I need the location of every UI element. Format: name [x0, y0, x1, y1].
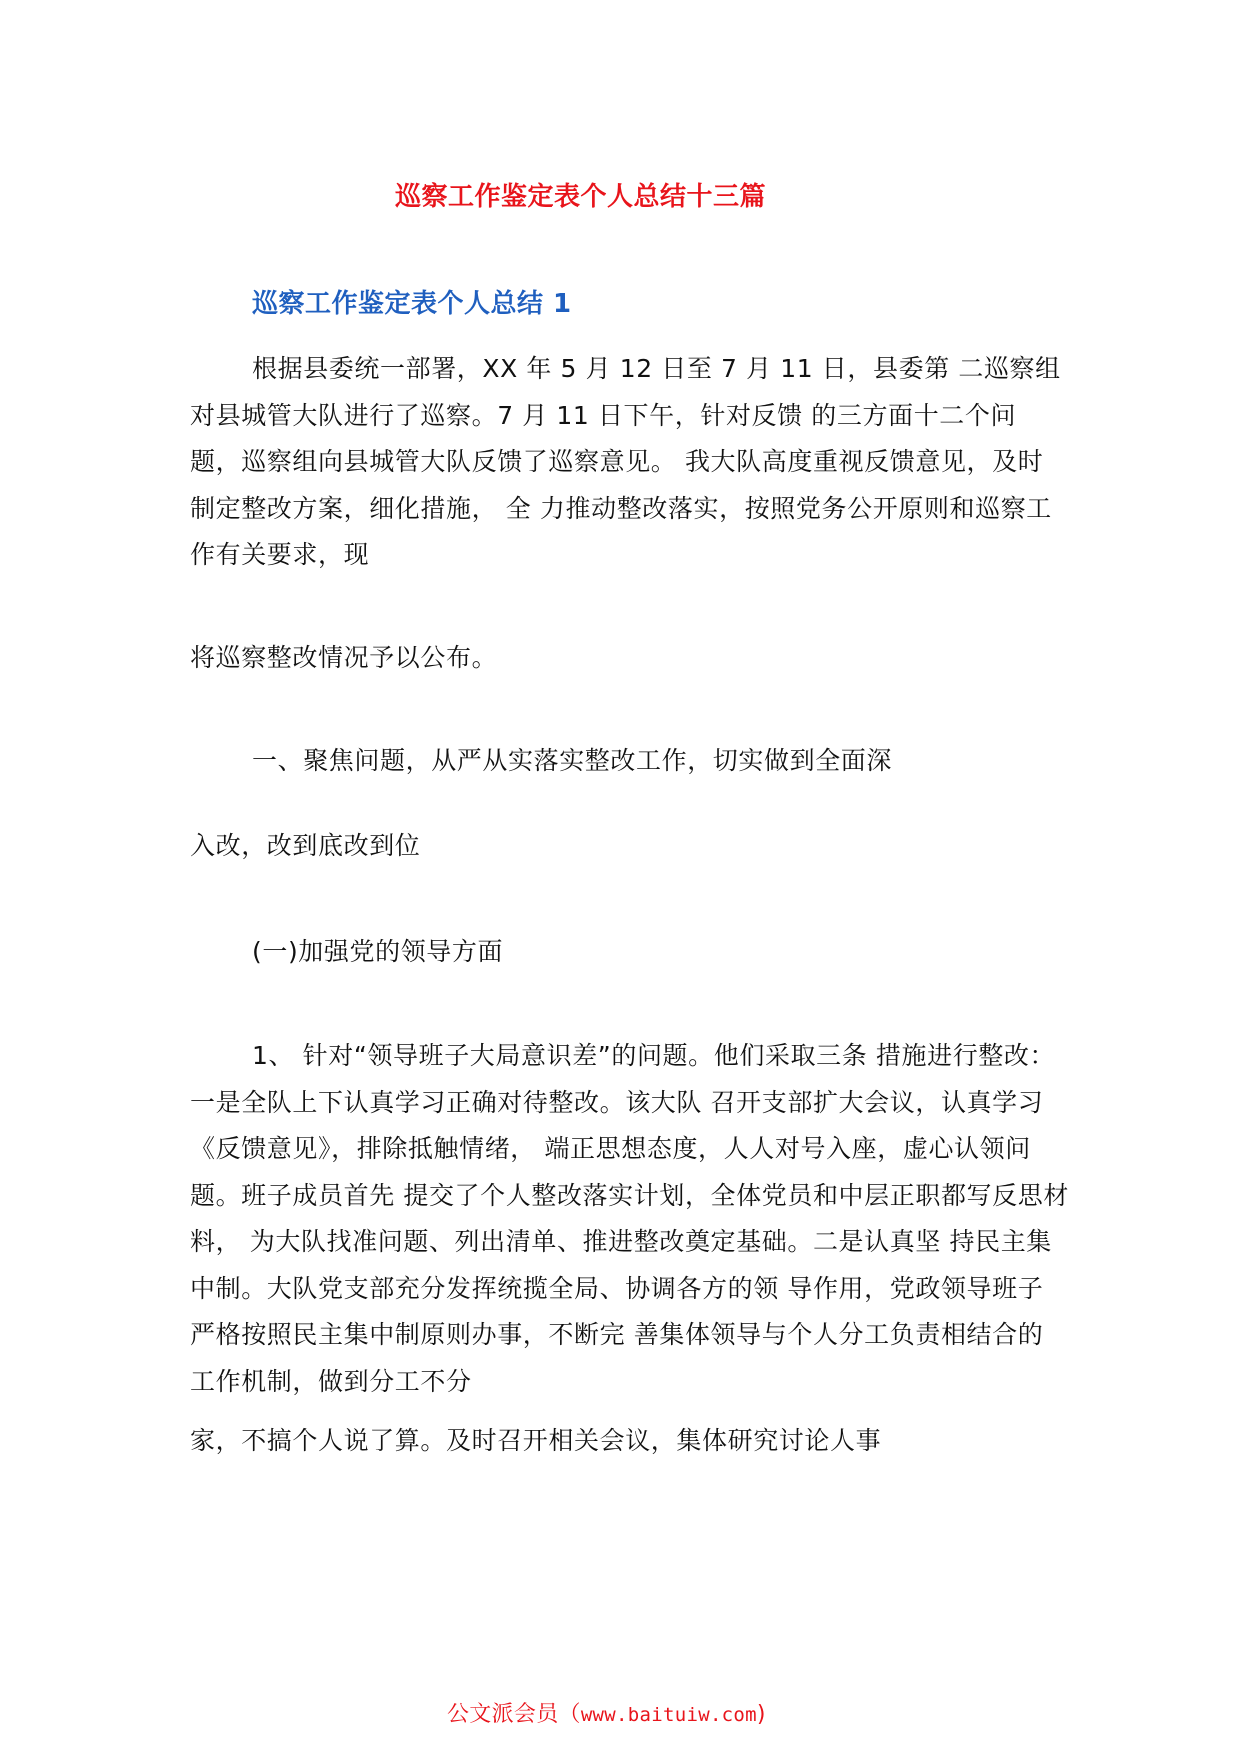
paragraph-line: 题，巡察组向县城管大队反馈了巡察意见。 我大队高度重视反馈意见，及时 [190, 447, 1044, 476]
heading-1-continuation [190, 823, 1070, 870]
paragraph-line: 根据县委统一部署，XX 年 5 月 12 日至 7 月 11 日，县委第 二巡察组 [252, 354, 1061, 383]
subheading-line: (一)加强党的领导方面 [252, 937, 504, 966]
paragraph-line: 1、 针对“领导班子大局意识差”的问题。他们采取三条 措施进行整改： [252, 1041, 1056, 1070]
paragraph-2 [190, 635, 1070, 682]
document-title: 巡察工作鉴定表个人总结十三篇 [395, 182, 767, 212]
paragraph-line: 将巡察整改情况予以公布。 [190, 643, 498, 672]
paragraph-line: 料， 为大队找准问题、列出清单、推进整改奠定基础。二是认真坚 持民主集 [190, 1227, 1052, 1256]
heading-line: 入改，改到底改到位 [190, 831, 421, 860]
paragraph-4 [190, 1418, 1070, 1465]
paragraph-line: 《反馈意见》，排除抵触情绪， 端正思想态度，人人对号入座，虚心认领问 [190, 1134, 1031, 1163]
paragraph-line: 严格按照民主集中制原则办事，不断完 善集体领导与个人分工负责相结合的 [190, 1320, 1044, 1349]
paragraph-line: 作有关要求，现 [190, 540, 370, 569]
footer-label: 公文派会员（ [447, 1702, 581, 1727]
heading-1 [190, 738, 1070, 785]
paragraph-line: 家，不搞个人说了算。及时召开相关会议，集体研究讨论人事 [190, 1426, 882, 1455]
paragraph-line: 题。班子成员首先 提交了个人整改落实计划，全体党员和中层正职都写反思材 [190, 1180, 1069, 1210]
heading-line: 一、聚焦问题，从严从实落实整改工作，切实做到全面深 [252, 746, 893, 775]
paragraph-line: 对县城管大队进行了巡察。7 月 11 日下午，针对反馈 的三方面十二个问 [190, 400, 1017, 430]
footer-close: ) [756, 1702, 766, 1727]
subheading-1 [190, 929, 1070, 976]
section-title: 巡察工作鉴定表个人总结 1 [252, 289, 572, 319]
paragraph-3 [190, 1033, 1070, 1405]
paragraph-1 [190, 346, 1070, 579]
footer-url: www.baituiw.com [580, 1704, 757, 1726]
footer-watermark [447, 1697, 766, 1728]
paragraph-line: 中制。大队党支部充分发挥统揽全局、协调各方的领 导作用，党政领导班子 [190, 1273, 1044, 1303]
paragraph-line: 工作机制，做到分工不分 [190, 1366, 472, 1396]
paragraph-line: 制定整改方案，细化措施， 全 力推动整改落实，按照党务公开原则和巡察工 [190, 493, 1052, 523]
paragraph-line: 一是全队上下认真学习正确对待整改。该大队 召开支部扩大会议，认真学习 [190, 1087, 1044, 1117]
